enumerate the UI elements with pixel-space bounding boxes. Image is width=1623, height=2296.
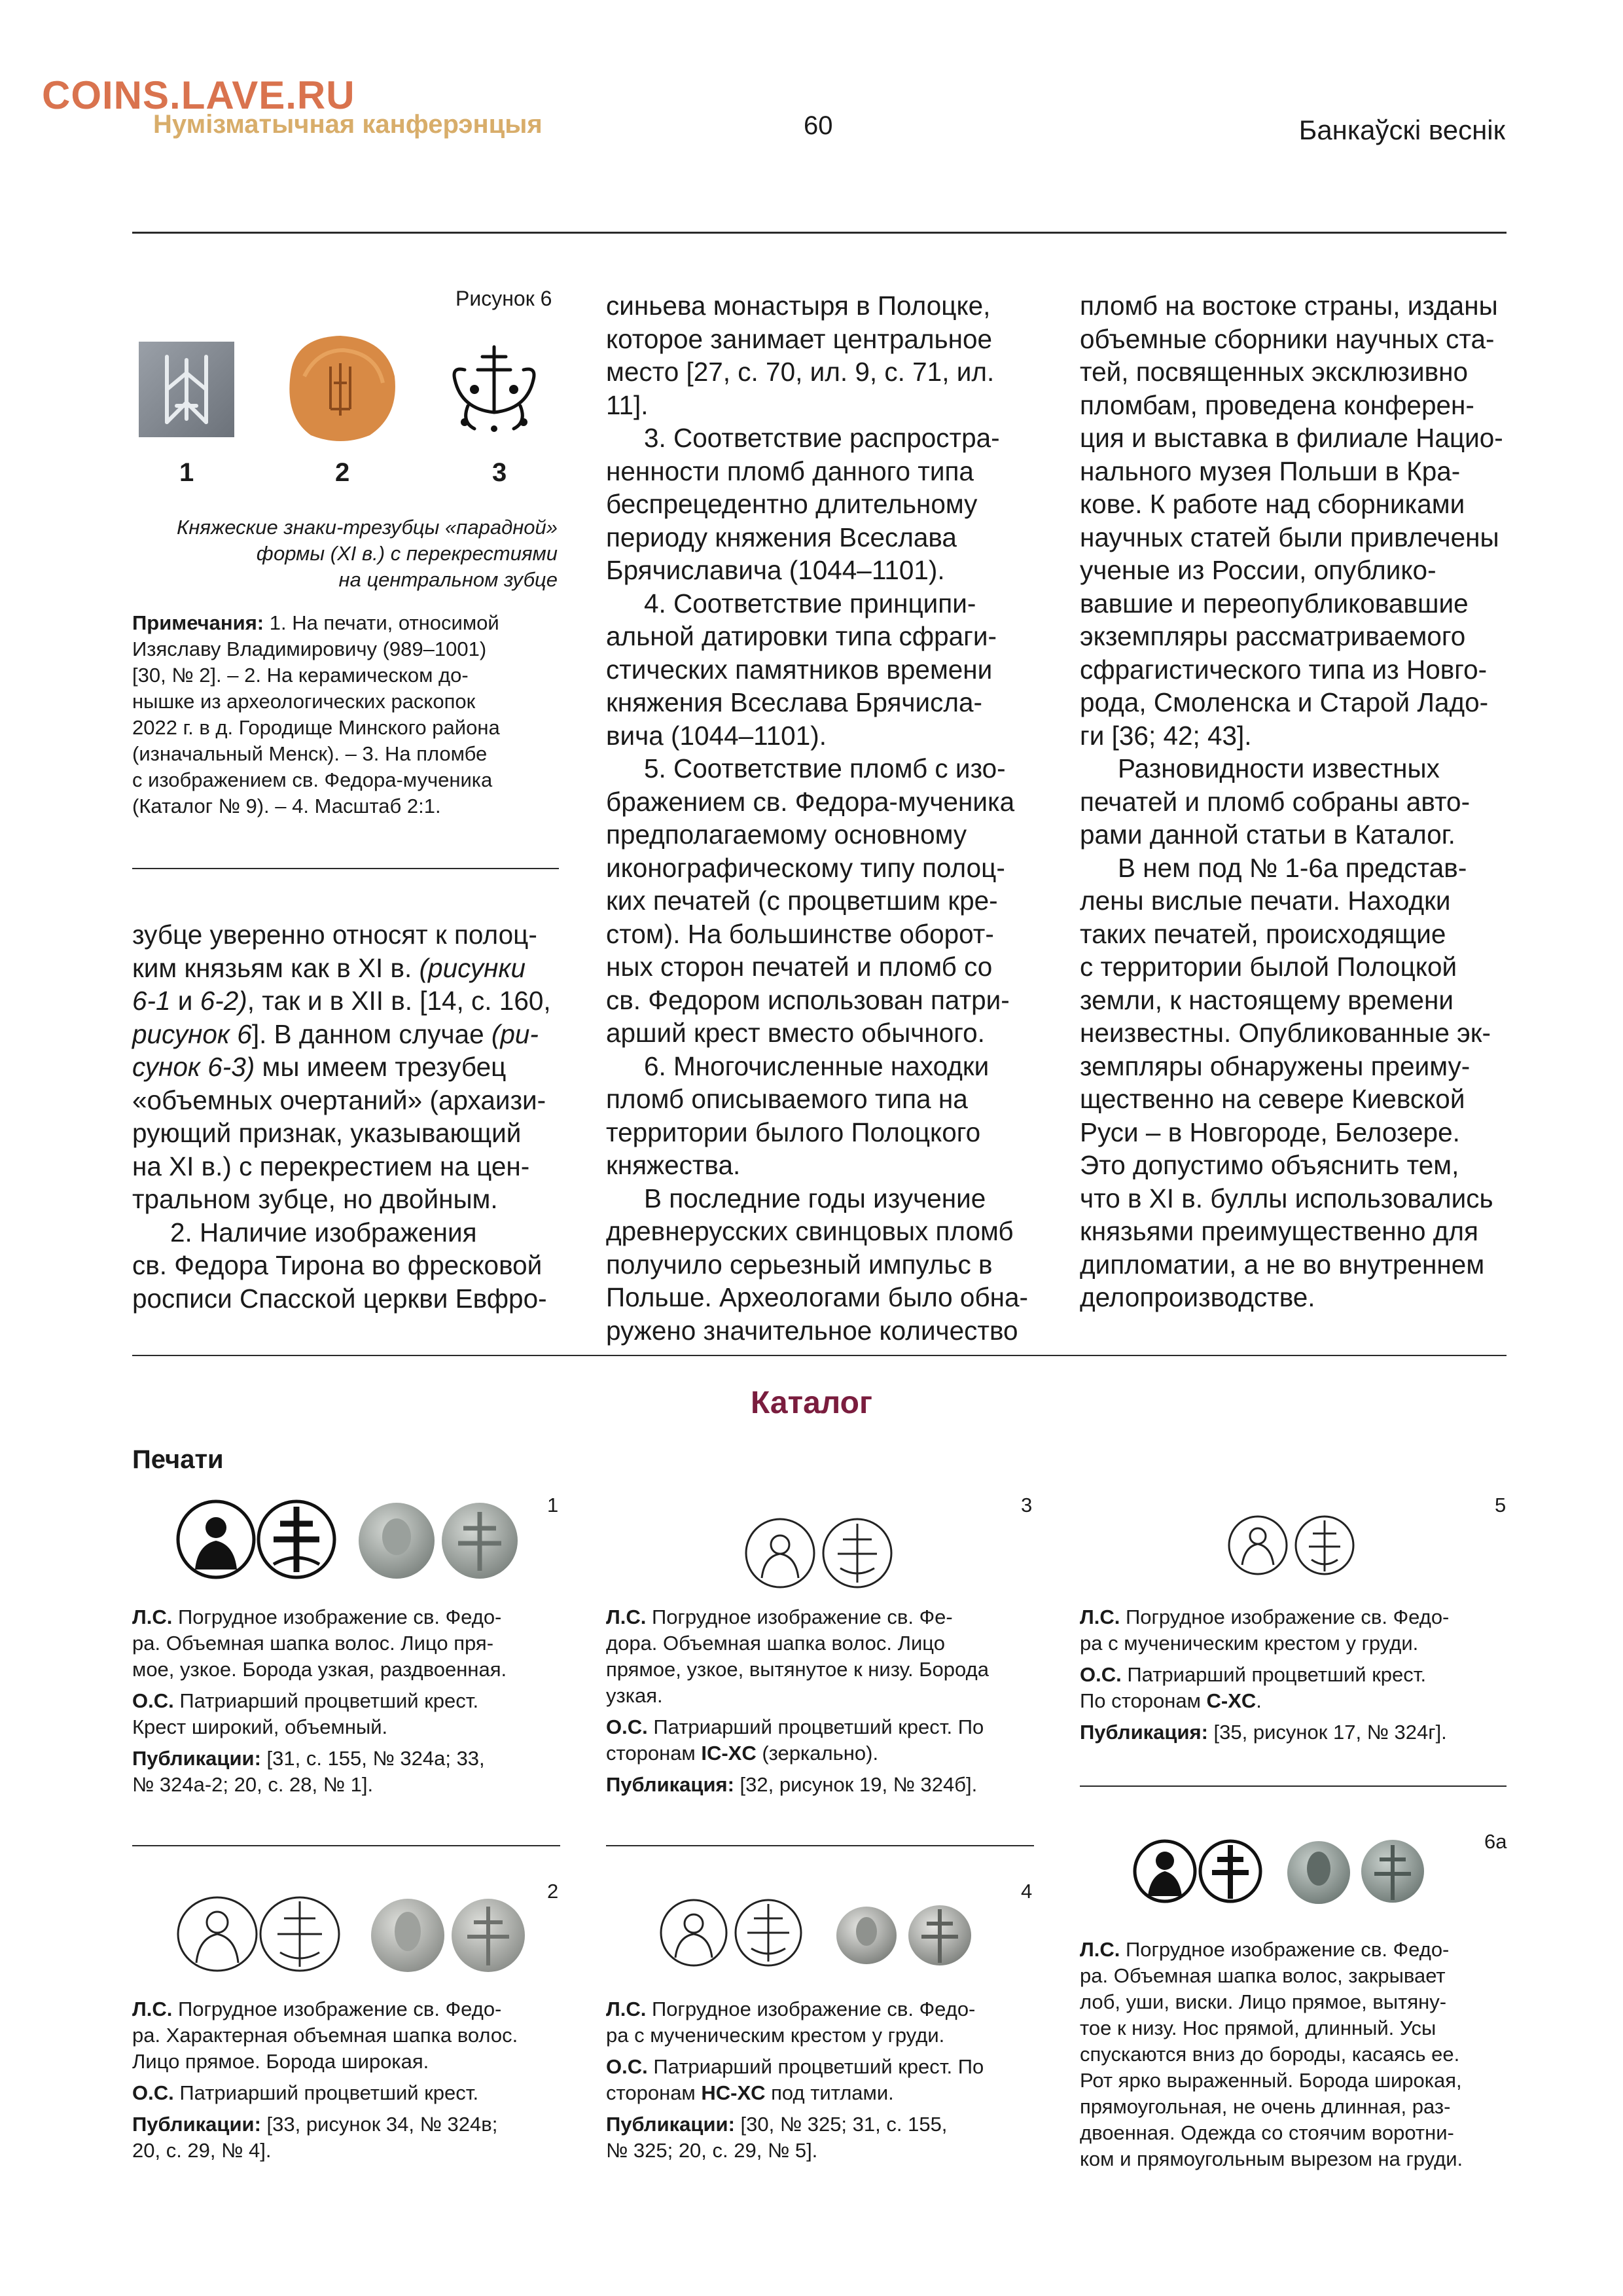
figure-notes — [132, 610, 558, 819]
entry-paragraph — [132, 2080, 558, 2106]
entry-line: ра. Объемная шапка волос. Лицо пря- — [132, 1632, 494, 1655]
notes-line: Изяславу Владимировичу (989–1001) — [132, 637, 487, 660]
text-line: стических памятников времени — [606, 654, 993, 685]
catalog-entry-3 — [606, 1604, 1031, 1803]
entry-number: 1 — [547, 1494, 559, 1516]
text-line: щественно на севере Киевской — [1080, 1084, 1465, 1114]
text-line: ружено значительное количество — [606, 1315, 1018, 1346]
text-line: бражением св. Федора-мученика — [606, 786, 1015, 817]
text-line: княжества. — [606, 1150, 741, 1180]
text-line: с территории былой Полоцкой — [1080, 952, 1457, 982]
text-line: 6-1 и 6-2), так и в XII в. [14, с. 160, — [132, 986, 551, 1016]
text-line: пломб на востоке страны, изданы — [1080, 291, 1498, 321]
text-line: рисунок 6]. В данном случае (ри- — [132, 1018, 539, 1049]
entry-paragraph — [606, 1714, 1031, 1767]
entry-line: Л.С. Погрудное изображение св. Федо- — [132, 1605, 502, 1628]
figure-image-ceramic — [278, 331, 402, 448]
text-line: древнерусских свинцовых пломб — [606, 1216, 1014, 1246]
caption-line: на центральном зубце — [338, 568, 558, 591]
entry-4-images — [657, 1899, 978, 1971]
entry-line: Публикация: [35, рисунок 17, № 324г]. — [1080, 1721, 1447, 1744]
entry-line: прямое, узкое, вытянутое к низу. Борода — [606, 1658, 989, 1681]
text-line: стом). На большинстве оборот- — [606, 918, 994, 949]
section-title: Печати — [132, 1445, 224, 1474]
seal-drawing-obverse — [746, 1519, 814, 1587]
entry-number: 5 — [1495, 1494, 1507, 1516]
text-line: ги [36; 42; 43]. — [1080, 720, 1252, 751]
notes-line: [30, № 2]. – 2. На керамическом до- — [132, 664, 469, 687]
notes-text: 1. На печати, относимой — [264, 611, 499, 634]
text-line: св. Федором использован патри- — [606, 984, 1010, 1015]
header-rule — [132, 232, 1507, 234]
text-line: ция и выставка в филиале Нацио- — [1080, 423, 1503, 453]
text-line: которое занимает центральное — [606, 323, 993, 354]
entry-line: ком и прямоугольным вырезом на груди. — [1080, 2147, 1463, 2170]
entry-paragraph — [606, 1604, 1031, 1709]
text-line: пломб описываемого типа на — [606, 1084, 968, 1114]
entry-line: Рот ярко выраженный. Борода широкая, — [1080, 2069, 1462, 2092]
seal-drawing-reverse — [1200, 1841, 1260, 1901]
entry-line: ра с мученическим крестом у груди. — [606, 2024, 945, 2047]
entry-paragraph — [606, 2111, 1031, 2164]
figure-number-3: 3 — [492, 458, 507, 487]
catalog-entry-4 — [606, 1996, 1031, 2169]
figure-number-2: 2 — [335, 458, 350, 487]
text-line: неизвестны. Опубликованные эк- — [1080, 1018, 1491, 1048]
entry-line: Л.С. Погрудное изображение св. Федо- — [606, 1998, 976, 2020]
entry-line: О.С. Патриарший процветший крест. По — [606, 2055, 984, 2078]
entry-line: тое к низу. Нос прямой, длинный. Усы — [1080, 2017, 1436, 2039]
notes-line: (изначальный Менск). – 3. На пломбе — [132, 742, 488, 765]
catalog-entry-2 — [132, 1996, 558, 2169]
text-line: печатей и пломб собраны авто- — [1080, 786, 1471, 817]
entry-number: 6а — [1484, 1830, 1507, 1853]
notes-line: с изображением св. Федора-мученика — [132, 768, 493, 791]
entry-rule — [132, 1845, 560, 1846]
figure-image-seal — [137, 340, 236, 439]
entry-line: Публикации: [33, рисунок 34, № 324в; — [132, 2113, 498, 2136]
text-line: на XI в.) с перекрестием на цен- — [132, 1151, 530, 1181]
entry-number: 3 — [1021, 1494, 1033, 1516]
text-line: Польше. Археологами было обна- — [606, 1282, 1029, 1312]
body-column-2 — [606, 289, 1031, 1347]
text-line: земпляры обнаружены преиму- — [1080, 1050, 1471, 1081]
seal-drawing-reverse — [260, 1897, 339, 1971]
notes-line: нышке из археологических раскопок — [132, 690, 476, 713]
entry-2-images — [175, 1892, 529, 1977]
notes-label: Примечания: — [132, 611, 264, 634]
catalog-entry-5 — [1080, 1604, 1505, 1751]
entry-line: ра. Характерная объемная шапка волос. — [132, 2024, 518, 2047]
entry-line: Л.С. Погрудное изображение св. Федо- — [1080, 1938, 1450, 1961]
text-line: Руси – в Новгороде, Белозере. — [1080, 1117, 1460, 1147]
text-line: получило серьезный импульс в — [606, 1249, 993, 1280]
entry-line: О.С. Патриарший процветший крест. По — [606, 1715, 984, 1738]
entry-line: Л.С. Погрудное изображение св. Федо- — [1080, 1605, 1450, 1628]
text-line: рода, Смоленска и Старой Ладо- — [1080, 687, 1489, 717]
entry-line: мое, узкое. Борода узкая, раздвоенная. — [132, 1658, 507, 1681]
text-line: научных статей были привлечены — [1080, 522, 1499, 552]
seal-drawing-reverse — [736, 1900, 801, 1965]
text-line: делопроизводстве. — [1080, 1282, 1315, 1312]
text-line: 6. Многочисленные находки — [644, 1050, 990, 1081]
seal-drawing-reverse — [259, 1501, 334, 1577]
text-line: объемные сборники научных ста- — [1080, 323, 1495, 354]
seal-drawing-obverse — [178, 1501, 254, 1577]
entry-line: лоб, уши, виски. Лицо прямое, вытяну- — [1080, 1990, 1447, 2013]
entry-3-images — [743, 1516, 895, 1591]
entry-line: № 324а-2; 20, с. 28, № 1]. — [132, 1773, 374, 1796]
entry-line: Лицо прямое. Борода широкая. — [132, 2050, 429, 2073]
entry-line: № 325; 20, с. 29, № 5]. — [606, 2139, 818, 2162]
seal-drawing-obverse — [1229, 1516, 1287, 1574]
catalog-entry-1 — [132, 1604, 558, 1803]
text-line: таких печатей, происходящие — [1080, 918, 1446, 949]
text-line: иконографическому типу полоц- — [606, 852, 1005, 883]
text-line: вича (1044–1101). — [606, 720, 827, 751]
entry-paragraph — [1080, 1662, 1505, 1714]
text-line: вавшие и переопубликовавшие — [1080, 588, 1469, 619]
entry-line: спускаются вниз до бороды, касаясь ее. — [1080, 2043, 1460, 2066]
text-line: предполагаемому основному — [606, 819, 967, 850]
text-line: сунок 6-3) мы имеем трезубец — [132, 1052, 507, 1082]
entry-6a-images — [1132, 1836, 1433, 1908]
entry-line: Публикации: [30, № 325; 31, с. 155, — [606, 2113, 948, 2136]
text-line: рующий признак, указывающий — [132, 1118, 522, 1148]
text-line: сфрагистического типа из Новго- — [1080, 654, 1488, 685]
entry-5-images — [1226, 1513, 1357, 1578]
body-rule — [132, 1355, 1507, 1356]
text-line: рами данной статьи в Каталог. — [1080, 819, 1455, 850]
notes-line: 2022 г. в д. Городище Минского района — [132, 716, 500, 739]
figure-rule — [132, 868, 559, 869]
text-line: 4. Соответствие принципи- — [644, 588, 976, 619]
entry-number: 4 — [1021, 1880, 1033, 1903]
entry-number: 2 — [547, 1880, 559, 1903]
page-number: 60 — [804, 111, 833, 140]
text-line: тральном зубце, но двойным. — [132, 1184, 498, 1214]
text-line: пломбам, проведена конферен- — [1080, 389, 1474, 420]
text-line: альной датировки типа сфраги- — [606, 621, 997, 651]
text-line: В последние годы изучение — [644, 1183, 986, 1213]
entry-line: Л.С. Погрудное изображение св. Фе- — [606, 1605, 953, 1628]
text-line: Брячиславича (1044–1101). — [606, 555, 945, 585]
text-line: ненности пломб данного типа — [606, 456, 974, 486]
caption-line: формы (XI в.) с перекрестиями — [256, 542, 558, 565]
entry-paragraph — [606, 1772, 1031, 1798]
entry-line: прямоугольная, не очень длинная, раз- — [1080, 2095, 1451, 2118]
text-line: росписи Спасской церкви Евфро- — [132, 1283, 547, 1314]
text-line: арший крест вместо обычного. — [606, 1018, 985, 1048]
entry-rule — [1080, 1785, 1507, 1787]
text-line: ученые из России, опублико- — [1080, 555, 1436, 585]
entry-line: дора. Объемная шапка волос. Лицо — [606, 1632, 945, 1655]
text-line: лены вислые печати. Находки — [1080, 886, 1451, 916]
text-line: «объемных очертаний» (архаизи- — [132, 1085, 546, 1115]
text-line: 5. Соответствие пломб с изо- — [644, 753, 1006, 783]
entry-line: О.С. Патриарший процветший крест. — [1080, 1663, 1427, 1686]
body-column-1 — [132, 918, 558, 1315]
text-line: периоду княжения Всеслава — [606, 522, 957, 552]
text-line: тей, посвященных эксклюзивно — [1080, 357, 1469, 387]
entry-line: ра. Объемная шапка волос, закрывает — [1080, 1964, 1446, 1987]
entry-paragraph — [132, 1996, 558, 2075]
entry-line: Л.С. Погрудное изображение св. Федо- — [132, 1998, 502, 2020]
text-line: синьева монастыря в Полоцке, — [606, 291, 991, 321]
entry-paragraph — [132, 1746, 558, 1798]
figure-label: Рисунок 6 — [455, 287, 552, 310]
text-line: 3. Соответствие распростра- — [644, 423, 1000, 453]
text-line: князьями преимущественно для — [1080, 1216, 1478, 1246]
figure-number-1: 1 — [179, 458, 194, 487]
entry-line: Публикация: [32, рисунок 19, № 324б]. — [606, 1773, 978, 1796]
body-column-3 — [1080, 289, 1505, 1314]
seal-drawing-reverse — [1296, 1516, 1353, 1574]
figure-caption — [132, 514, 558, 593]
entry-paragraph — [1080, 1719, 1505, 1746]
entry-paragraph — [132, 1604, 558, 1683]
entry-line: О.С. Патриарший процветший крест. — [132, 2081, 479, 2104]
watermark-logo: COINS.LAVE.RU — [42, 73, 355, 117]
text-line: нального музея Польши в Кра- — [1080, 456, 1461, 486]
text-line: место [27, с. 70, ил. 9, с. 71, ил. 11]. — [606, 357, 995, 420]
entry-line: ра с мученическим крестом у груди. — [1080, 1632, 1419, 1655]
seal-drawing-obverse — [178, 1897, 257, 1971]
text-line: беспрецедентно длительному — [606, 489, 978, 519]
notes-line — [132, 610, 558, 636]
entry-paragraph — [606, 2054, 1031, 2106]
text-line: Это допустимо объяснить тем, — [1080, 1150, 1459, 1180]
entry-line: сторонам IC-XC (зеркально). — [606, 1742, 879, 1765]
text-line: что в XI в. буллы использовались — [1080, 1183, 1493, 1213]
entry-line: 20, с. 29, № 4]. — [132, 2139, 272, 2162]
entry-line: По сторонам С-XC. — [1080, 1689, 1262, 1712]
conference-title: Нумізматычная канферэнцыя — [153, 110, 543, 139]
text-line: св. Федора Тирона во фресковой — [132, 1250, 543, 1280]
entry-paragraph — [132, 2111, 558, 2164]
entry-line: узкая. — [606, 1684, 663, 1707]
entry-paragraph — [1080, 1937, 1505, 2172]
text-line: 2. Наличие изображения — [170, 1217, 477, 1247]
entry-1-images — [175, 1499, 522, 1584]
text-line: кове. К работе над сборниками — [1080, 489, 1465, 519]
text-line: территории былого Полоцкого — [606, 1117, 981, 1147]
seal-drawing-obverse — [661, 1900, 726, 1965]
text-line: ким князьям как в XI в. (рисунки — [132, 952, 526, 983]
entry-line: О.С. Патриарший процветший крест. — [132, 1689, 479, 1712]
entry-paragraph — [132, 1688, 558, 1740]
entry-paragraph — [1080, 1604, 1505, 1657]
entry-line: Крест широкий, объемный. — [132, 1715, 388, 1738]
figure-image-drawing — [442, 340, 546, 439]
text-line: ных сторон печатей и пломб со — [606, 952, 993, 982]
text-line: земли, к настоящему времени — [1080, 984, 1454, 1015]
caption-line: Княжеские знаки-трезубцы «парадной» — [177, 516, 558, 539]
text-line: княжения Всеслава Брячисла- — [606, 687, 983, 717]
catalog-entry-6a — [1080, 1937, 1505, 2178]
entry-line: двоенная. Одежда со стоячим воротни- — [1080, 2121, 1454, 2144]
text-line: Разновидности известных — [1118, 753, 1440, 783]
entry-line: сторонам НС-XC под титлами. — [606, 2081, 894, 2104]
text-line: зубце уверенно относят к полоц- — [132, 920, 537, 950]
text-line: экземпляры рассматриваемого — [1080, 621, 1466, 651]
notes-line: (Каталог № 9). – 4. Масштаб 2:1. — [132, 795, 441, 817]
text-line: дипломатии, а не во внутреннем — [1080, 1249, 1485, 1280]
text-line: ких печатей (с процветшим кре- — [606, 886, 998, 916]
entry-rule — [606, 1845, 1034, 1846]
catalog-title: Каталог — [751, 1386, 872, 1420]
seal-drawing-obverse — [1135, 1841, 1195, 1901]
entry-line: Публикации: [31, с. 155, № 324а; 33, — [132, 1747, 485, 1770]
seal-drawing-reverse — [823, 1519, 891, 1587]
entry-paragraph — [606, 1996, 1031, 2049]
journal-title: Банкаўскі веснік — [1298, 115, 1505, 145]
text-line: В нем под № 1-6а представ- — [1118, 852, 1467, 883]
